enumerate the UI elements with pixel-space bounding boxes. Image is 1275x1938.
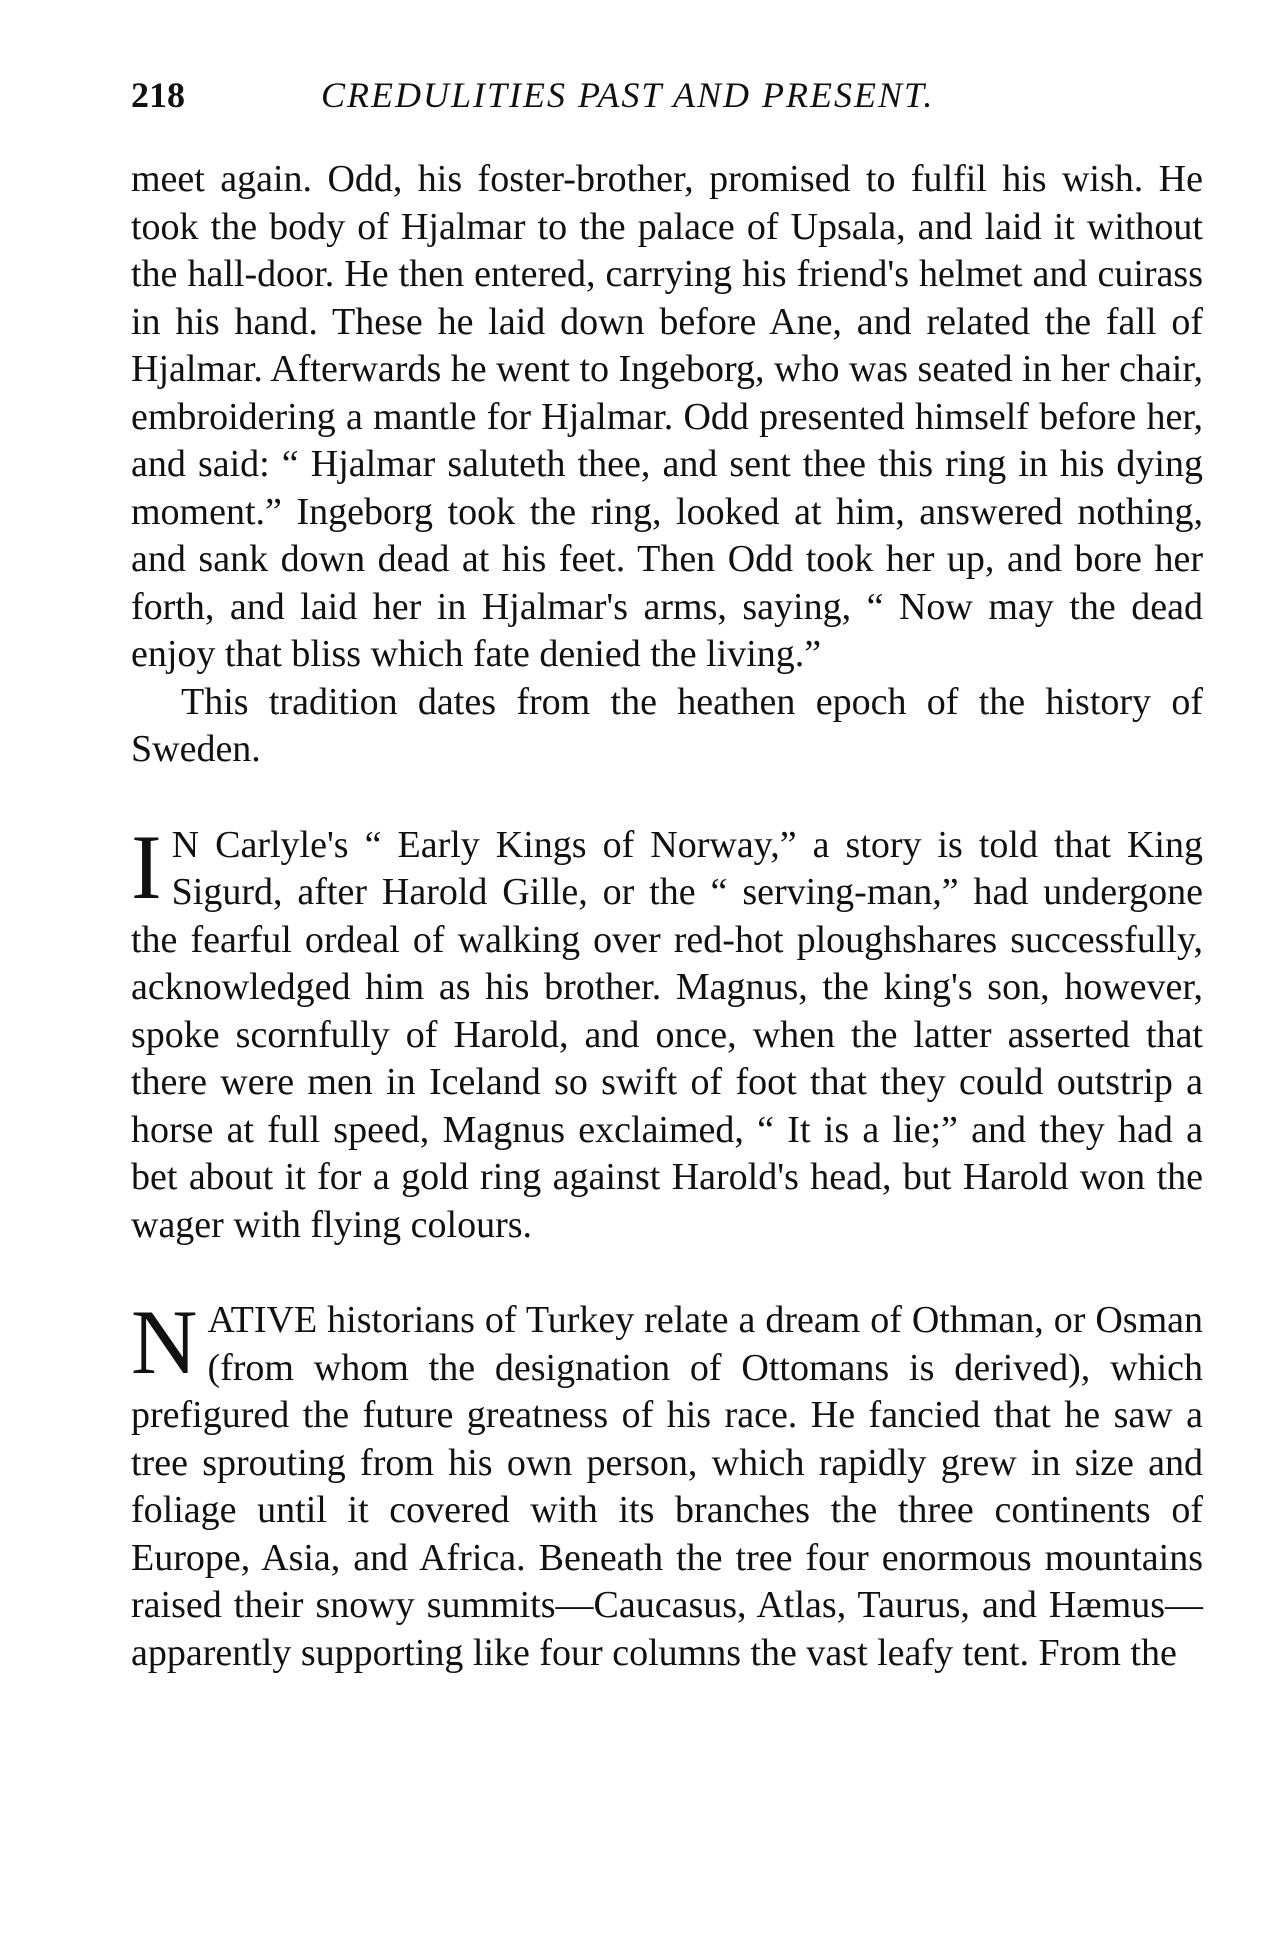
page-number: 218: [131, 75, 185, 115]
paragraph-othman-dream: [131, 1291, 1203, 1677]
book-page: [131, 70, 1203, 1677]
paragraph-hjalmar-ingeborg: meet again. Odd, his foster-brother, promised to fulfil his wish. He took the body of Hjalmar to the palace of Upsala, and laid it without the hall-door. He then entered, carrying his friend's helmet and cuirass in his hand. These he laid down before Ane, and related the fall of Hjalmar. Afterwards he went to Ingeborg, who was seated in her chair, embroidering a mantle for Hjalmar. Odd presented himself before her, and said: “ Hjalmar saluteth thee, and sent thee this ring in his dying moment.” Ingeborg took the ring, looked at him, answered nothing, and sank down dead at his feet. Then Odd took her up, and bore her forth, and laid her in Hjalmar's arms, saying, “ Now may the dead enjoy that bliss which fate denied the living.”: [131, 158, 1203, 675]
paragraph-text: historians of Turkey relate a dream of Othman, or Osman (from whom the designation of Ottomans is derived), which prefigured the future greatness of his race. He fancied that he saw a tree sprouting from his own person, which rapidly grew in size and foliage until it covered with its branches the three continents of Europe, Asia, and Africa. Beneath the tree four enormous mountains raised their snowy summits—Caucasus, Atlas, Taurus, and Hæmus—apparently supporting like four columns the vast leafy tent. From the: [131, 1299, 1203, 1674]
opening-word: ATIVE: [207, 1299, 318, 1341]
body-text: [131, 156, 1203, 1677]
opening-word: N: [171, 823, 200, 866]
paragraph-text: Carlyle's “ Early Kings of Norway,” a story is told that King Sigurd, after Harold Gille, or the “ serving-man,” had undergone the fearful ordeal of walking over red-hot ploughshares successfully, acknowledged him as his brother. Magnus, the king's son, however, spoke scornfully of Harold, and once, when the latter asserted that there were men in Iceland so swift of foot that they could outstrip a horse at full speed, Magnus exclaimed, “ It is a lie;” and they had a bet about it for a gold ring against Harold's head, but Harold won the wager with flying colours.: [131, 823, 1203, 1246]
paragraph-tradition-note: This tradition dates from the heathen epoch of the history of Sweden.: [131, 680, 1203, 770]
drop-cap: N: [131, 1291, 198, 1393]
running-title: CREDULITIES PAST AND PRESENT.: [321, 75, 935, 115]
drop-cap: I: [131, 815, 162, 918]
paragraph-carlyle: [131, 815, 1203, 1250]
running-head: [131, 70, 1203, 120]
